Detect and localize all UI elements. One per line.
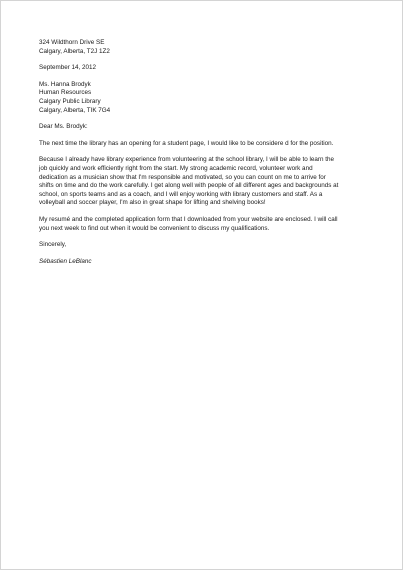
paragraph-closing — [39, 216, 369, 233]
recipient-address — [39, 81, 369, 115]
recipient-city: Calgary, Alberta, TIK 7G4 — [39, 106, 111, 114]
salutation — [39, 123, 369, 132]
paragraph-line: My resumé and the completed application form that I downloaded from your website are enclosed. I will call — [39, 215, 338, 223]
paragraph-line: The next time the library has an opening for a student page, I would like to be considere d for the position. — [39, 139, 334, 147]
paragraph-line: school, on sports teams and as a coach, and I will enjoy working with library customers and staff. As a — [39, 190, 323, 198]
paragraph-line: Because I already have library experience from volunteering at the school library, I will be able to learn the — [39, 156, 334, 164]
paragraph-line: job quickly and work efficiently right from the start. My strong academic record, volunteer work and — [39, 164, 313, 172]
salutation-text: Dear Ms. Brodyk: — [39, 123, 88, 131]
paragraph-opening — [39, 140, 369, 149]
paragraph-line: you next week to find out when it would be convenient to discuss my qualifications. — [39, 224, 270, 232]
letter-date — [39, 64, 369, 73]
letter-body — [39, 39, 369, 274]
sender-address-line: Calgary, Alberta, T2J 1Z2 — [39, 47, 110, 55]
date-text: September 14, 2012 — [39, 64, 97, 72]
closing-text: Sincerely, — [39, 241, 67, 249]
paragraph-qualifications — [39, 156, 369, 208]
sender-address-line: 324 Wildthorn Drive SE — [39, 39, 105, 46]
paragraph-line: dedication as a musician show that I'm responsible and motivated, so you can count on me to arrive for — [39, 173, 326, 181]
recipient-organization: Calgary Public Library — [39, 97, 101, 105]
paragraph-line: volleyball and soccer player, I'm also in great shape for lifting and shelving books! — [39, 199, 266, 207]
recipient-department: Human Resources — [39, 89, 92, 97]
complimentary-close — [39, 241, 369, 250]
sender-address — [39, 39, 369, 56]
paragraph-line: shifts on time and do the work carefully. I get along well with people of all different ages and backgrounds at — [39, 182, 339, 190]
signature-block — [39, 258, 369, 267]
signature-name: Sébastien LeBlanc — [39, 257, 92, 265]
recipient-name: Ms. Hanna Brodyk — [39, 80, 91, 88]
